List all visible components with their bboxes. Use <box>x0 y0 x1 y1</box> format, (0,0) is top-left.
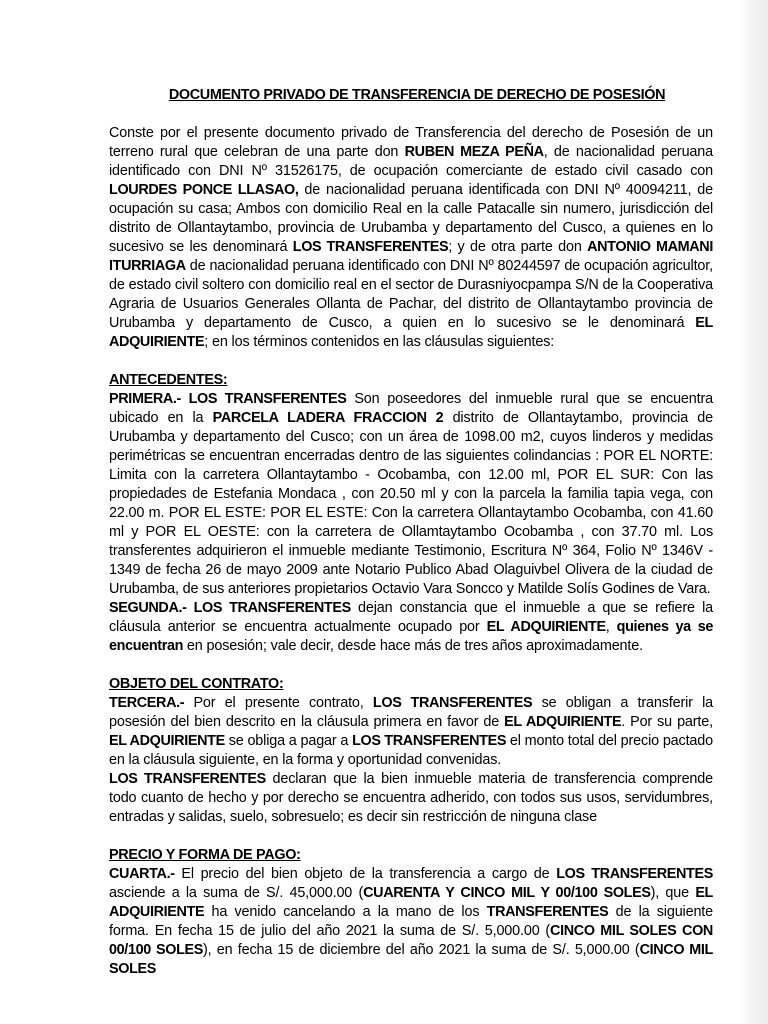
heading-objeto-contrato: OBJETO DEL CONTRATO: <box>109 676 284 692</box>
clause-tercera <box>109 694 713 770</box>
text-run: asciende a la suma de S/. 45,000.00 ( <box>109 885 364 901</box>
bold-text-run: EL ADQUIRIENTE <box>504 714 622 730</box>
text-run: de la siguiente forma. En fecha 15 de julio del año 2021 la suma de S/. 5,000.00 ( <box>109 904 713 939</box>
text-run: distrito de Ollantaytambo, provincia de Urubamba y departamento del Cusco; con un área de 1098.00 m2, cuyos linderos y medidas perimétricas se encuentran encerradas dentro de las siguientes colindancias : POR EL NORTE: Limita con la carretera Ollantaytambo - Ocobamba, con 12.00 ml, POR EL SUR: Con las propiedades de Estefania Mondaca , con 20.50 ml y con la parcela la familia tapia vega, con 22.00 m. POR EL ESTE: POR EL ESTE: Con la carretera Ollantaytambo Ocobamba, con 41.60 ml y POR EL OESTE: con la carretera de Ollamtaytambo Ocobamba , con 37.70 ml. Los transferentes adquirieron el inmueble mediante Testimonio, Escritura Nº 364, Folio Nº 1346V - 1349 de fecha 26 de mayo 2009 ante Notario Publico Abad Olaguivbel Olivera de la ciudad de Urubamba, de sus anteriores propietarios Octavio Vara Soncco y Matilde Solís Godines de Vara. <box>109 410 713 597</box>
clause-tercera-continued <box>109 770 713 827</box>
intro-paragraph <box>109 124 713 352</box>
heading-precio-forma-pago: PRECIO Y FORMA DE PAGO: <box>109 847 301 863</box>
bold-text-run: CUARTA.- <box>109 866 175 882</box>
text-run: de nacionalidad peruana identificada con DNI Nº 40094211, de ocupación su casa; Ambos con domicilio Real en la calle Patacalle sin numero, jurisdicción del distrito de Ollantaytambo, provincia de Urubamba y departamento del Cusco, a quienes en lo sucesivo se les denominará <box>109 182 713 255</box>
bold-text-run: LOS TRANSFERENTES <box>556 866 713 882</box>
bold-text-run: TRANSFERENTES <box>486 904 609 920</box>
text-run: se obligan a transferir la posesión del bien descrito en la cláusula primera en favor de <box>109 695 713 730</box>
page-edge-shadow <box>738 0 768 1024</box>
text-run: Son poseedores del inmueble rural que se encuentra ubicado en la <box>109 391 713 426</box>
bold-text-run: EL ADQUIRIENTE <box>109 885 714 920</box>
paragraph-spacer <box>109 352 713 371</box>
text-run: ), que <box>650 885 696 901</box>
bold-text-run: CINCO MIL SOLES CON 00/100 SOLES <box>109 923 713 958</box>
clause-segunda <box>109 599 713 656</box>
text-run: , <box>605 619 617 635</box>
text-run: declaran que la bien inmueble materia de transferencia comprende todo cuanto de hecho y por derecho se encuentra adherido, con todos sus usos, servidumbres, entradas y salidas, suelo, sobresuelo; es decir sin restricción de ninguna clase <box>109 771 713 825</box>
bold-text-run: PARCELA LADERA FRACCION 2 <box>212 410 444 426</box>
text-run: ha venido cancelando a la mano de los <box>204 904 487 920</box>
bold-text-run: LOS TRANSFERENTES <box>292 239 449 255</box>
bold-text-run: CINCO MIL SOLES <box>109 942 713 977</box>
document-blocks <box>109 124 713 979</box>
bold-text-run: EL ADQUIRIENTE <box>109 315 713 350</box>
bold-text-run: ANTONIO MAMANI ITURRIAGA <box>109 239 713 274</box>
bold-text-run: CUARENTA Y CINCO MIL Y 00/100 SOLES <box>363 885 651 901</box>
bold-text-run: TERCERA.- <box>109 695 185 711</box>
bold-text-run: LOS TRANSFERENTES <box>352 733 507 749</box>
bold-text-run: LOS TRANSFERENTES <box>109 771 266 787</box>
bold-text-run: LOS TRANSFERENTES <box>372 695 533 711</box>
text-run: dejan constancia que el inmueble a que se refiere la cláusula anterior se encuentra actualmente ocupado por <box>109 600 713 635</box>
bold-text-run: RUBEN MEZA PEÑA <box>404 144 544 160</box>
text-run: ), en fecha 15 de diciembre del año 2021 la suma de S/. 5,000.00 ( <box>203 942 640 958</box>
document-body <box>109 86 713 979</box>
text-run: ; en los términos contenidos en las cláusulas siguientes: <box>204 334 555 350</box>
paragraph-spacer <box>109 827 713 846</box>
paragraph-spacer <box>109 656 713 675</box>
bold-text-run: SEGUNDA.- LOS TRANSFERENTES <box>109 600 351 616</box>
text-run: ; y de otra parte don <box>448 239 588 255</box>
document-title: DOCUMENTO PRIVADO DE TRANSFERENCIA DE DERECHO DE POSESIÓN <box>168 87 666 103</box>
text-run: en posesión; vale decir, desde hace más de tres años aproximadamente. <box>183 638 643 654</box>
text-run: de nacionalidad peruana identificado con DNI Nº 80244597 de ocupación agricultor, de estado civil soltero con domicilio real en el sector de Durasniyocpampa S/N de la Cooperativa Agraria de Usuarios Generales Ollanta de Pachar, del distrito de Ollantaytambo provincia de Urubamba y departamento de Cusco, a quien en lo sucesivo se le denominará <box>109 258 713 331</box>
bold-text-run: LOURDES PONCE LLASAO, <box>109 182 299 198</box>
text-run: . Por su parte, <box>621 714 713 730</box>
clause-cuarta <box>109 865 713 979</box>
text-run: Por el presente contrato, <box>184 695 373 711</box>
text-run: El precio del bien objeto de la transferencia a cargo de <box>174 866 557 882</box>
clause-primera <box>109 390 713 599</box>
text-run: , de nacionalidad peruana identificado con DNI Nº 31526175, de ocupación comerciante de estado civil casado con <box>109 144 713 179</box>
bold-text-run: PRIMERA.- LOS TRANSFERENTES <box>109 391 347 407</box>
bold-text-run: EL ADQUIRIENTE <box>486 619 606 635</box>
bold-text-run: quienes ya se encuentran <box>109 619 713 654</box>
text-run: se obliga a pagar a <box>224 733 353 749</box>
heading-antecedentes: ANTECEDENTES: <box>109 372 228 388</box>
text-run: Conste por el presente documento privado de Transferencia del derecho de Posesión de un terreno rural que celebran de una parte don <box>109 125 713 160</box>
bold-text-run: EL ADQUIRIENTE <box>109 733 225 749</box>
text-run: el monto total del precio pactado en la cláusula siguiente, en la forma y oportunidad convenidas. <box>109 733 713 768</box>
